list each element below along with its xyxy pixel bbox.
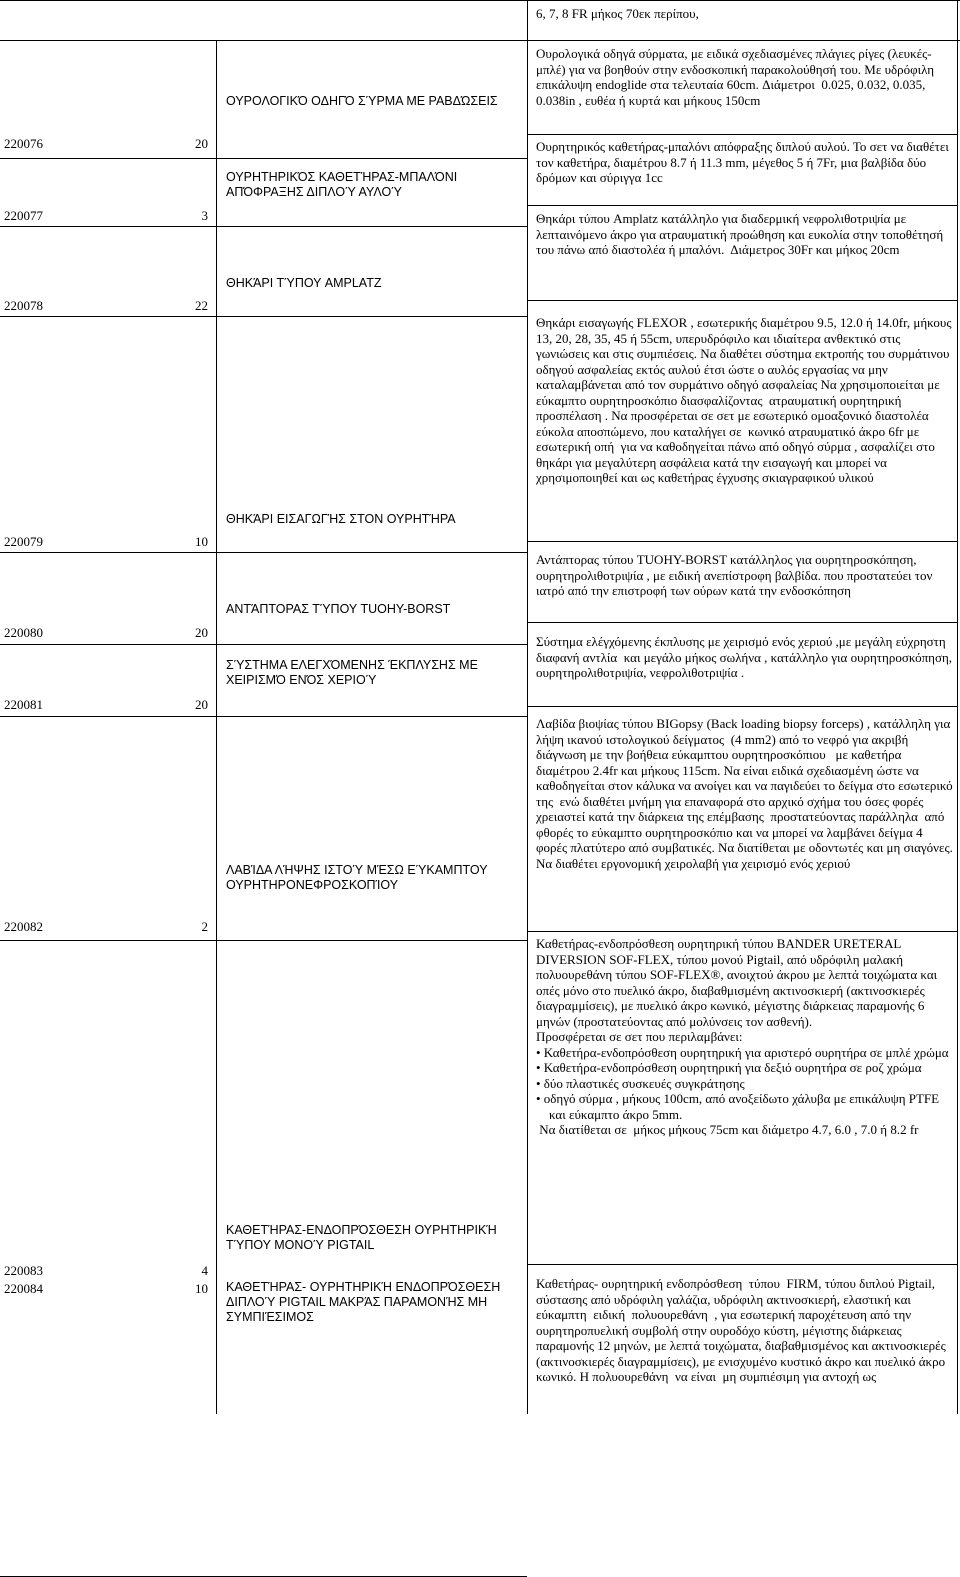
row-separator <box>0 644 527 645</box>
row-description: Καθετήρας- ουρητηρική ενδοπρόσθεση τύπου FIRM, τύπου διπλού Pigtail, σύστασης από υδρόφιλη γαλάζια, υδρόφιλη ακτινοσκιερή, ελαστική και εύκαμπτη ειδική πολυουρεθάνη , για εσωτερική παροχέτευση από την ουρητηροπυελική συμβολή στην ουροδόχο κύστη, μέγιστης διάρκειας παραμονής 12 μηνών, με λεπτά τοιχώματα, διαβαθμισμένος και ακτινοσκιερές (ακτινοσκιερές διαγραμμίσεις), με ενισχυμένο κυστικό άκρο και πυελικό άκρο κωνικό. Η πολυουρεθάνη να είναι μη συμπιέσιμη για αντοχή ως <box>536 1276 953 1384</box>
row-qty: 3 <box>201 208 208 223</box>
desc-row-separator <box>527 931 958 932</box>
row-code: 220078 <box>4 298 43 313</box>
desc-row-separator <box>527 1264 958 1265</box>
row-separator <box>0 316 527 317</box>
desc-paragraph: και εύκαμπτο άκρο 5mm. <box>536 1106 683 1122</box>
row-qty: 10 <box>195 534 208 549</box>
column-divider-1 <box>216 40 217 1414</box>
row-item-name: ΘΗΚΆΡΙ ΕΙΣΑΓΩΓΉΣ ΣΤΟΝ ΟΥΡΗΤΉΡΑ <box>226 512 456 526</box>
row-code: 220081 <box>4 697 43 712</box>
row-description: Θηκάρι εισαγωγής FLEXOR , εσωτερικής διαμέτρου 9.5, 12.0 ή 14.0fr, μήκους 13, 20, 28, 35, 45 ή 55cm, υπερυδρόφιλο και ιδιαίτερα ανθεκτικό στις γωνιώσεις και στις συμπιέσεις. Να διαθέτει σύστημα εκτροπής του συρμάτινου οδηγού ασφαλείας εκτός αυλού έτσι ώστε ο αυλός εργασίας να μην καταλαμβάνεται από τον συρμάτινο οδηγό ασφαλείας Να χρησιμοποιείται με εύκαμπτο ουρητηροσκόπιο διασφαλίζοντας ατραυματική ουρητηρική προσπέλαση . Να προσφέρεται σε σετ με εσωτερικό ομοαξονικό διαστολέα εύκολα αποσπώμενο, που καταλήγει σε κωνικό ατραυματικό άκρο 6fr με εσωτερική οπή για να καθοδηγείται πάνω από οδηγό σύρμα , ασφαλίζει στο θηκάρι για μεγαλύτερη ασφάλεια κατά την εισαγωγή και μπορεί να χρησιμοποιηθεί και ως καθετήρας έγχυσης σκιαγραφικού υλικού <box>536 315 955 485</box>
row-qty: 4 <box>201 1263 208 1278</box>
desc-bullet: • Καθετήρα-ενδοπρόσθεση ουρητηρική για δεξιό ουρητήρα σε ροζ χρώμα <box>536 1060 922 1075</box>
row-description <box>536 936 954 1138</box>
row-item-name: ΚΑΘΕΤΉΡΑΣ-ΕΝΔΟΠΡΌΣΘΕΣΗ ΟΥΡΗΤΗΡΙΚΉ ΤΎΠΟΥ ΜΟΝΟΎ PIGTAIL <box>226 1223 504 1252</box>
row-item-name: ΟΥΡΟΛΟΓΙΚΌ ΟΔΗΓΌ ΣΎΡΜΑ ΜΕ ΡΑΒΔΏΣΕΙΣ <box>226 94 498 108</box>
row-description: Σύστημα ελέγχόμενης έκπλυσης με χειρισμό ενός χεριού ,με μεγάλη εύχρηστη διαφανή αντλία και μεγάλο μήκος σωλήνα , κατάλληλο για ουρητηροσκόπηση, ουρητηρολιθοτριψία, νεφρολιθοτριψία . <box>536 634 956 680</box>
desc-row-separator <box>527 205 958 206</box>
header-continuation-text: 6, 7, 8 FR μήκος 70εκ περίπου, <box>536 6 699 21</box>
row-description: Ουρολογικά οδηγά σύρματα, με ειδικά σχεδιασμένες πλάγιες ρίγες (λευκές-μπλέ) για να βοηθούν στην ενδοσκοπική παρακολούθησή του. Με υδρόφιλη επικάλυψη endoglide στα τελευταία 60cm. Διάμετροι 0.025, 0.032, 0.035, 0.038in , ευθέα ή κυρτά και μήκους 150cm <box>536 46 938 108</box>
row-qty: 20 <box>195 136 208 151</box>
table-header-bottom-border <box>0 40 960 41</box>
desc-paragraph: Να διατίθεται σε μήκος μήκους 75cm και διάμετρο 4.7, 6.0 , 7.0 ή 8.2 fr <box>536 1122 919 1137</box>
row-item-name: ΘΗΚΆΡΙ ΤΎΠΟΥ AMPLATZ <box>226 276 382 290</box>
desc-row-separator <box>527 134 958 135</box>
table-right-border <box>957 0 958 1414</box>
row-description: Λαβίδα βιοψίας τύπου BIGopsy (Back loading biopsy forceps) , κατάλληλη για λήψη ικανού ιστολογικού δείγματος (4 mm2) από το νεφρό για ακριβή διάγνωση με την βοήθεια εύκαμπτου ουρητηροσκόπιου με καθετήρα διαμέτρου 2.4fr και μήκους 115cm. Να είναι ειδικά σχεδιασμένη ώστε να καθοδηγείται στον κάλυκα να ανοίγει και να παγιδεύει το δείγμα στο εσωτερικό της ενώ διαθέτει μνήμη για επαναφορά στο αρχικό σχήμα του όσες φορές χρειαστεί κατά την διάρκεια της επέμβασης προστατεύοντας παράλληλα από φθορές το εύκαμπτο ουρητηροσκόπιο και να μπορεί να λαμβάνει δείγμα 4 φορές πλατύτερο από συμβατικές. Να διατίθεται με οδοντωτές και μη σιαγόνες. Να διαθέτει εργονομική χειρολαβή για χειρισμό ενός χεριού <box>536 716 957 871</box>
row-code: 220083 <box>4 1263 43 1278</box>
row-code: 220076 <box>4 136 43 151</box>
row-code: 220079 <box>4 534 43 549</box>
row-code: 220080 <box>4 625 43 640</box>
row-code: 220084 <box>4 1281 43 1296</box>
desc-row-separator <box>527 541 958 542</box>
table-top-border <box>0 0 960 1</box>
row-qty: 20 <box>195 697 208 712</box>
desc-paragraph: Καθετήρας-ενδοπρόσθεση ουρητηρική τύπου BANDER URETERAL DIVERSION SOF-FLEX, τύπου μονού Pigtail, από υδρόφιλη μαλακή πολυουρεθάνη τύπου SOF-FLEX®, ανοιχτού άκρου με λεπτά τοιχώματα και οπές μόνο στο πυελικό άκρο, διαβαθμισμένη ακτινοσκιερή (ακτινοσκιερές διαγραμμίσεις), με πυελικό άκρο κωνικό, μέγιστης διάρκειας παραμονής 6 μηνών (προστατεύοντας από μολύνσεις τον ασθενή). <box>536 936 938 1029</box>
row-qty: 20 <box>195 625 208 640</box>
row-item-name: ΟΥΡΗΤΗΡΙΚΌΣ ΚΑΘΕΤΉΡΑΣ-ΜΠΑΛΌΝΙ ΑΠΌΦΡΑΞΗΣ ΔΙΠΛΟΎ ΑΥΛΟΎ <box>226 170 461 199</box>
row-qty: 10 <box>195 1281 208 1296</box>
row-description: Αντάπτορας τύπου TUOHY-BORST κατάλληλος για ουρητηροσκόπηση, ουρητηρολιθοτριψία , με ειδική ανεπίστροφη βαλβίδα. που προστατεύει τον ιατρό από την επιστροφή των ούρων κατά την ενδοσκόπηση <box>536 552 936 598</box>
row-separator <box>0 552 527 553</box>
desc-bullet: • οδηγό σύρμα , μήκους 100cm, από ανοξείδωτο χάλυβα με επικάλυψη PTFE <box>536 1091 940 1106</box>
row-separator <box>0 158 527 159</box>
desc-row-separator <box>527 300 958 301</box>
row-item-name: ΣΎΣΤΗΜΑ ΕΛΕΓΧΌΜΕΝΗΣ ΈΚΠΛΥΣΗΣ ΜΕ ΧΕΙΡΙΣΜΌ ΕΝΌΣ ΧΕΡΙΟΎ <box>226 658 482 687</box>
row-description: Ουρητηρικός καθετήρας-μπαλόνι απόφραξης διπλού αυλού. Το σετ να διαθέτει τον καθετήρα, διαμέτρου 8.7 ή 11.3 mm, μέγεθος 5 ή 7Fr, μια βαλβίδα δύο δρόμων και σύριγγα 1cc <box>536 139 953 185</box>
row-item-name: ΛΑΒΊΔΑ ΛΉΨΗΣ ΙΣΤΟΎ ΜΈΣΩ ΕΎΚΑΜΠΤΟΥ ΟΥΡΗΤΗΡΟΝΕΦΡΟΣΚΟΠΊΟΥ <box>226 863 491 892</box>
row-code: 220082 <box>4 919 43 934</box>
row-qty: 2 <box>201 919 208 934</box>
row-separator <box>0 226 527 227</box>
desc-paragraph: Προσφέρεται σε σετ που περιλαμβάνει: <box>536 1029 743 1044</box>
desc-row-separator <box>527 706 958 707</box>
row-qty: 22 <box>195 298 208 313</box>
desc-bullet: • δύο πλαστικές συσκευές συγκράτησης <box>536 1075 745 1091</box>
row-item-name: ΚΑΘΕΤΉΡΑΣ- ΟΥΡΗΤΗΡΙΚΉ ΕΝΔΟΠΡΌΣΘΕΣΗ ΔΙΠΛΟΎ PIGTAIL ΜΑΚΡΆΣ ΠΑΡΑΜΟΝΉΣ ΜΗ ΣΥΜΠΙΈΣΙΜΟΣ <box>226 1280 504 1324</box>
desc-bullet: • Καθετήρα-ενδοπρόσθεση ουρητηρική για αριστερό ουρητήρα σε μπλέ χρώμα <box>536 1044 949 1060</box>
row-code: 220077 <box>4 208 43 223</box>
row-description: Θηκάρι τύπου Amplatz κατάλληλο για διαδερμική νεφρολιθοτριψία με λεπταινόμενο άκρο για ατραυματική προώθηση και ευκολία στην τοποθέτησή του πάνω από διαστολέα ή μπαλόνι. Διάμετρος 30Fr και μήκος 20cm <box>536 211 947 257</box>
desc-row-separator <box>527 622 958 623</box>
column-divider-2 <box>527 0 528 1414</box>
row-item-name: ΑΝΤΆΠΤΟΡΑΣ ΤΎΠΟΥ TUOHY-BORST <box>226 602 451 616</box>
row-separator <box>0 716 527 717</box>
row-separator <box>0 940 527 941</box>
